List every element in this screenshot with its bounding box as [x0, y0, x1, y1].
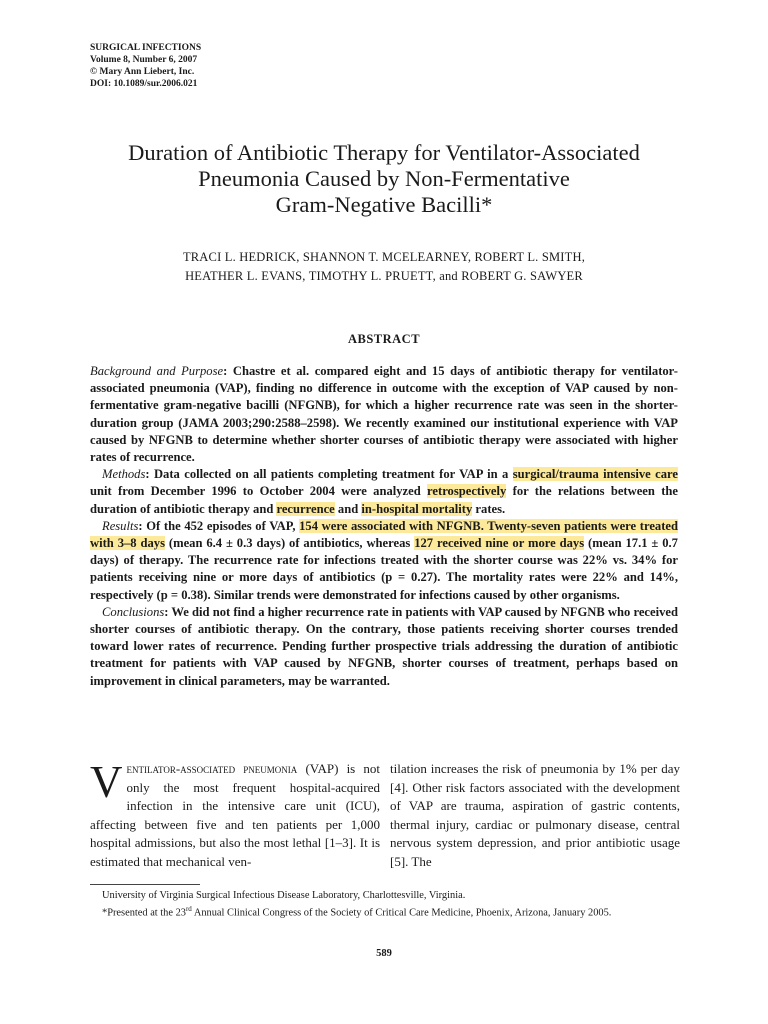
drop-cap: V	[90, 757, 123, 807]
abstract-background	[90, 363, 678, 466]
results-text: (mean 17.1 ± 0.7 days) of therapy. The recurrence rate for infections treated with the shorter course was 22% vs. 34% for patients receiving nine or more days of antibiotics (p = 0.27). The mortality rates were 22% and 14%, respectively (p = 0.38). Similar trends were demonstrated for infections caused by other organisms.	[90, 536, 678, 602]
journal-name: SURGICAL INFECTIONS	[90, 43, 202, 53]
abstract	[90, 363, 678, 690]
presented-note	[90, 903, 678, 920]
results-text: : Of the 452 episodes of VAP,	[138, 518, 300, 533]
abstract-results	[90, 518, 678, 604]
page-number: 589	[376, 948, 392, 959]
highlight: 154 were associated with NFGNB. Twenty-seven patients were treated with 3–8 days	[90, 518, 678, 551]
methods-label: Methods	[102, 467, 146, 482]
highlight: in-hospital mortality	[361, 501, 473, 516]
article-title	[60, 140, 708, 218]
highlight: surgical/trauma intensive care	[512, 467, 678, 482]
title-line-3: Gram-Negative Bacilli*	[275, 192, 493, 217]
authors-line-2: HEATHER L. EVANS, TIMOTHY L. PRUETT, and ROBERT G. SAWYER	[185, 269, 583, 283]
journal-doi: DOI: 10.1089/sur.2006.021	[90, 79, 198, 89]
body-columns	[90, 757, 680, 872]
conclusions-label: Conclusions	[102, 604, 165, 619]
methods-text: and	[334, 501, 362, 516]
body-column-right	[390, 760, 680, 872]
title-line-2: Pneumonia Caused by Non-Fermentative	[198, 166, 570, 191]
abstract-conclusions	[90, 604, 678, 690]
author-list	[60, 248, 708, 286]
footnote-divider	[90, 884, 200, 885]
journal-copyright: © Mary Ann Liebert, Inc.	[90, 67, 195, 77]
methods-text: rates.	[472, 501, 506, 516]
footnotes	[90, 889, 678, 919]
body-column-left	[90, 757, 380, 872]
presented-text: *Presented at the 23	[102, 906, 186, 918]
title-line-1: Duration of Antibiotic Therapy for Ventilator-Associated	[128, 140, 640, 165]
authors-line-1: TRACI L. HEDRICK, SHANNON T. MCELEARNEY, ROBERT L. SMITH,	[182, 250, 586, 264]
methods-text: unit from December 1996 to October 2004 were analyzed	[90, 484, 428, 499]
journal-info	[90, 42, 201, 90]
background-label: Background and Purpose	[90, 364, 224, 378]
highlight: 127 received nine or more days	[414, 536, 585, 551]
abstract-methods	[90, 466, 678, 518]
highlight: recurrence	[276, 501, 335, 516]
abstract-heading: ABSTRACT	[347, 332, 421, 346]
background-text: : Chastre et al. compared eight and 15 days of antibiotic therapy for ventilator-associated pneumonia (VAP), finding no difference in outcome with the exception of VAP caused by non-fermentative gram-negative bacilli (NFGNB), for which a higher recurrence rate was seen in the shorter-duration group (JAMA 2003;290:2588–2598). We recently examined our institutional experience with VAP caused by NFGNB to determine whether shorter courses of antibiotic therapy were associated with higher rates of recurrence.	[90, 364, 678, 465]
highlight: retrospectively	[427, 484, 507, 499]
body-text-right: tilation increases the risk of pneumonia by 1% per day [4]. Other risk factors associated with the development of VAP are trauma, aspiration of gastric contents, thermal injury, cardiac or pulmonary disease, central nervous system depression, and prior antibiotic usage [5]. The	[390, 761, 680, 869]
methods-text: : Data collected on all patients completing treatment for VAP in a	[145, 467, 513, 482]
presented-superscript: rd	[185, 904, 192, 913]
body-text-left: (VAP) is not only the most frequent hospital-acquired infection in the intensive care unit (ICU), affecting between five and ten patients per 1,000 hospital admissions, but also the most lethal [1–3]. It is estimated that mechanical ven-	[90, 761, 380, 869]
results-text: (mean 6.4 ± 0.3 days) of antibiotics, whereas	[164, 536, 415, 551]
journal-volume: Volume 8, Number 6, 2007	[90, 55, 198, 65]
results-label: Results	[102, 518, 139, 533]
presented-text: Annual Clinical Congress of the Society of Critical Care Medicine, Phoenix, Arizona, January 2005.	[191, 906, 612, 918]
body-smallcaps: entilator-associated pneumonia	[126, 761, 298, 776]
affiliation-note: University of Virginia Surgical Infectious Disease Laboratory, Charlottesville, Virginia.	[102, 890, 466, 901]
conclusions-text: : We did not find a higher recurrence rate in patients with VAP caused by NFGNB who received shorter courses of antibiotic therapy. On the contrary, those patients receiving shorter courses trended toward lower rates of recurrence. Pending further prospective trials addressing the duration of antibiotic treatment for patients with VAP caused by NFGNB, shorter courses of treatment, perhaps based on improvement in clinical parameters, may be warranted.	[90, 604, 678, 688]
methods-text: for the relations between the duration of antibiotic therapy and	[90, 484, 678, 516]
